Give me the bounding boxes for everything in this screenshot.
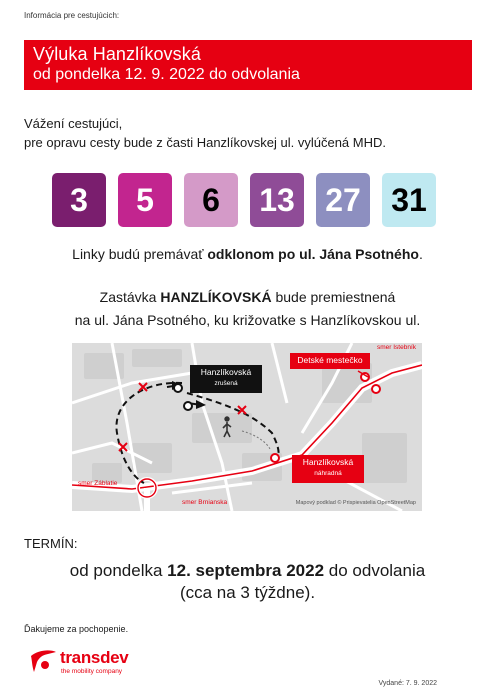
transdev-logo-icon: [28, 646, 58, 676]
stop-new-icon: [271, 454, 279, 462]
line-badge-31: 31: [382, 173, 436, 227]
kids-stop-label: Detské mestečko: [297, 355, 363, 365]
map-credit: Mapový podklad © Prispievatelia OpenStreetMap: [295, 500, 416, 506]
term-date: od pondelka 12. septembra 2022 do odvolania (cca na 3 týždne).: [0, 560, 495, 604]
detour-map: [72, 343, 422, 511]
line-badge-13: 13: [250, 173, 304, 227]
transdev-logo: [28, 642, 148, 682]
term-date-bold: 12. septembra 2022: [167, 561, 325, 580]
stop-move-line-1: Zastávka HANZLÍKOVSKÁ bude premiestnená: [99, 289, 396, 305]
detour-street: odklonom po ul. Jána Psotného: [207, 246, 419, 262]
greeting-line-1: Vážení cestujúci,: [24, 116, 123, 131]
title-banner: [24, 40, 472, 90]
line-badge-5: 5: [118, 173, 172, 227]
issued-date: Vydané: 7. 9. 2022: [378, 680, 437, 687]
new-stop-label: Hanzlíkovská náhradná: [302, 457, 354, 477]
stop-old-icon: [174, 384, 182, 392]
thanks-note: Ďakujeme za pochopenie.: [24, 624, 129, 634]
term-duration: (cca na 3 týždne).: [179, 583, 316, 602]
logo-wordmark: transdev: [60, 648, 129, 667]
info-note: Informácia pre cestujúcich:: [24, 11, 120, 20]
stop-move-line-2: na ul. Jána Psotného, ku križovatke s Hanzlíkovskou ul.: [74, 312, 421, 328]
direction-zablatie: smer Záblatie: [78, 480, 118, 487]
logo-tagline: the mobility company: [61, 668, 123, 675]
direction-brnianska: smer Brnianska: [182, 499, 228, 506]
banner-title: Výluka Hanzlíkovská: [33, 44, 201, 64]
line-badge-6: 6: [184, 173, 238, 227]
greeting-line-2: pre opravu cesty bude z časti Hanzlíkovskej ul. vylúčená MHD.: [24, 135, 386, 150]
banner-subtitle: od pondelka 12. 9. 2022 do odvolania: [33, 66, 300, 83]
stop-kids-icon: [372, 385, 380, 393]
old-stop-label: Hanzlíkovská zrušená: [200, 367, 252, 387]
stop-name: HANZLÍKOVSKÁ: [160, 289, 272, 305]
detour-text: Linky budú premávať odklonom po ul. Jána Psotného.: [72, 246, 423, 262]
direction-istebnik: smer Istebník: [376, 344, 416, 351]
line-badge-27: 27: [316, 173, 370, 227]
term-label: TERMÍN:: [24, 536, 78, 551]
line-badge-3: 3: [52, 173, 106, 227]
greeting: [24, 114, 386, 152]
stop-old-icon: [184, 402, 192, 410]
